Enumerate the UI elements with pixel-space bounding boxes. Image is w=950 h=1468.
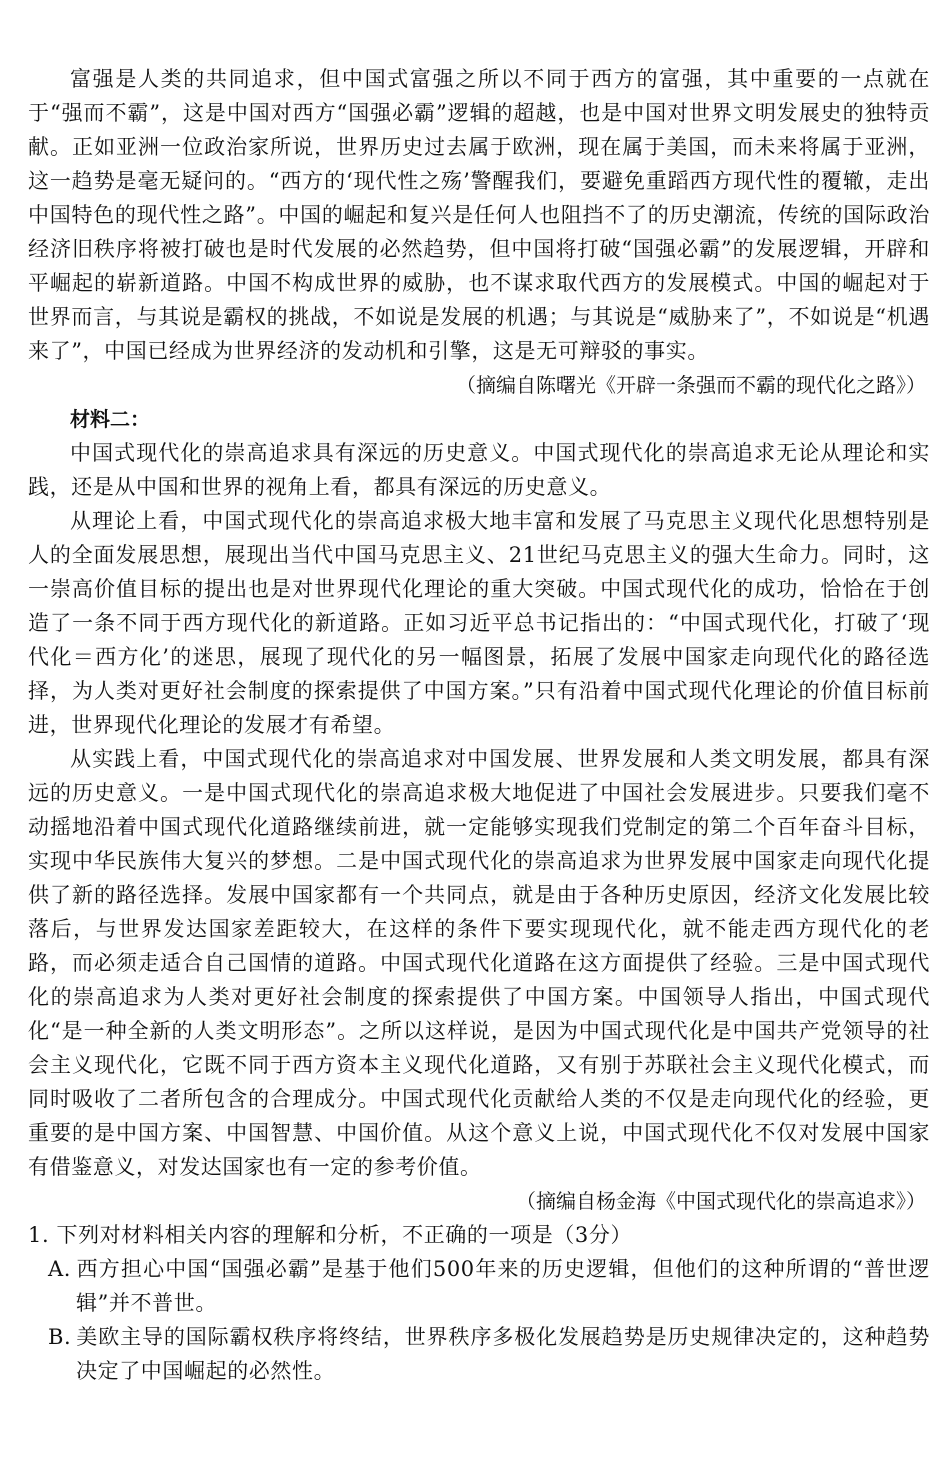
option-b-label: B. xyxy=(48,1325,72,1349)
material1-source: （摘编自陈曙光《开辟一条强而不霸的现代化之路》） xyxy=(456,373,926,397)
option-a-label: A. xyxy=(48,1257,72,1281)
material2-source: （摘编自杨金海《中国式现代化的崇高追求》） xyxy=(516,1189,926,1213)
exam-page xyxy=(28,62,930,1388)
question-1-option-b[interactable] xyxy=(28,1320,930,1388)
option-b-text: 美欧主导的国际霸权秩序将终结，世界秩序多极化发展趋势是历史规律决定的，这种趋势决定了中国崛起的必然性。 xyxy=(76,1325,930,1383)
material2-paragraph-2: 从理论上看，中国式现代化的崇高追求极大地丰富和发展了马克思主义现代化思想特别是人的全面发展思想，展现出当代中国马克思主义、21世纪马克思主义的强大生命力。同时，这一崇高价值目标的提出也是对世界现代化理论的重大突破。中国式现代化的成功，恰恰在于创造了一条不同于西方现代化的新道路。正如习近平总书记指出的：“中国式现代化，打破了‘现代化＝西方化’的迷思，展现了现代化的另一幅图景，拓展了发展中国家走向现代化的路径选择，为人类对更好社会制度的探索提供了中国方案。”只有沿着中国式现代化理论的价值目标前进，世界现代化理论的发展才有希望。 xyxy=(28,509,930,737)
material2-paragraph-3: 从实践上看，中国式现代化的崇高追求对中国发展、世界发展和人类文明发展，都具有深远的历史意义。一是中国式现代化的崇高追求极大地促进了中国社会发展进步。只要我们毫不动摇地沿着中国式现代化道路继续前进，就一定能够实现我们党制定的第二个百年奋斗目标，实现中华民族伟大复兴的梦想。二是中国式现代化的崇高追求为世界发展中国家走向现代化提供了新的路径选择。发展中国家都有一个共同点，就是由于各种历史原因，经济文化发展比较落后，与世界发达国家差距较大，在这样的条件下要实现现代化，就不能走西方现代化的老路，而必须走适合自己国情的道路。中国式现代化道路在这方面提供了经验。三是中国式现代化的崇高追求为人类对更好社会制度的探索提供了中国方案。中国领导人指出，中国式现代化“是一种全新的人类文明形态”。之所以这样说，是因为中国式现代化是中国共产党领导的社会主义现代化，它既不同于西方资本主义现代化道路，又有别于苏联社会主义现代化模式，而同时吸收了二者所包含的合理成分。中国式现代化贡献给人类的不仅是走向现代化的经验，更重要的是中国方案、中国智慧、中国价值。从这个意义上说，中国式现代化不仅对发展中国家有借鉴意义，对发达国家也有一定的参考价值。 xyxy=(28,747,930,1179)
question-1-option-a[interactable] xyxy=(28,1252,930,1320)
material2-paragraph-1: 中国式现代化的崇高追求具有深远的历史意义。中国式现代化的崇高追求无论从理论和实践，还是从中国和世界的视角上看，都具有深远的历史意义。 xyxy=(28,441,930,499)
material1-paragraph: 富强是人类的共同追求，但中国式富强之所以不同于西方的富强，其中重要的一点就在于“强而不霸”，这是中国对西方“国强必霸”逻辑的超越，也是中国对世界文明发展史的独特贡献。正如亚洲一位政治家所说，世界历史过去属于欧洲，现在属于美国，而未来将属于亚洲，这一趋势是毫无疑问的。“西方的‘现代性之殇’警醒我们，要避免重蹈西方现代性的覆辙，走出中国特色的现代性之路”。中国的崛起和复兴是任何人也阻挡不了的历史潮流，传统的国际政治经济旧秩序将被打破也是时代发展的必然趋势，但中国将打破“国强必霸”的发展逻辑，开辟和平崛起的崭新道路。中国不构成世界的威胁，也不谋求取代西方的发展模式。中国的崛起对于世界而言，与其说是霸权的挑战，不如说是发展的机遇；与其说是“威胁来了”，不如说是“机遇来了”，中国已经成为世界经济的发动机和引擎，这是无可辩驳的事实。 xyxy=(28,67,930,363)
option-a-text: 西方担心中国“国强必霸”是基于他们500年来的历史逻辑，但他们的这种所谓的“普世逻辑”并不普世。 xyxy=(76,1257,930,1315)
material2-heading: 材料二： xyxy=(70,407,150,431)
question-1-stem: 1. 下列对材料相关内容的理解和分析，不正确的一项是（3分） xyxy=(28,1223,633,1247)
